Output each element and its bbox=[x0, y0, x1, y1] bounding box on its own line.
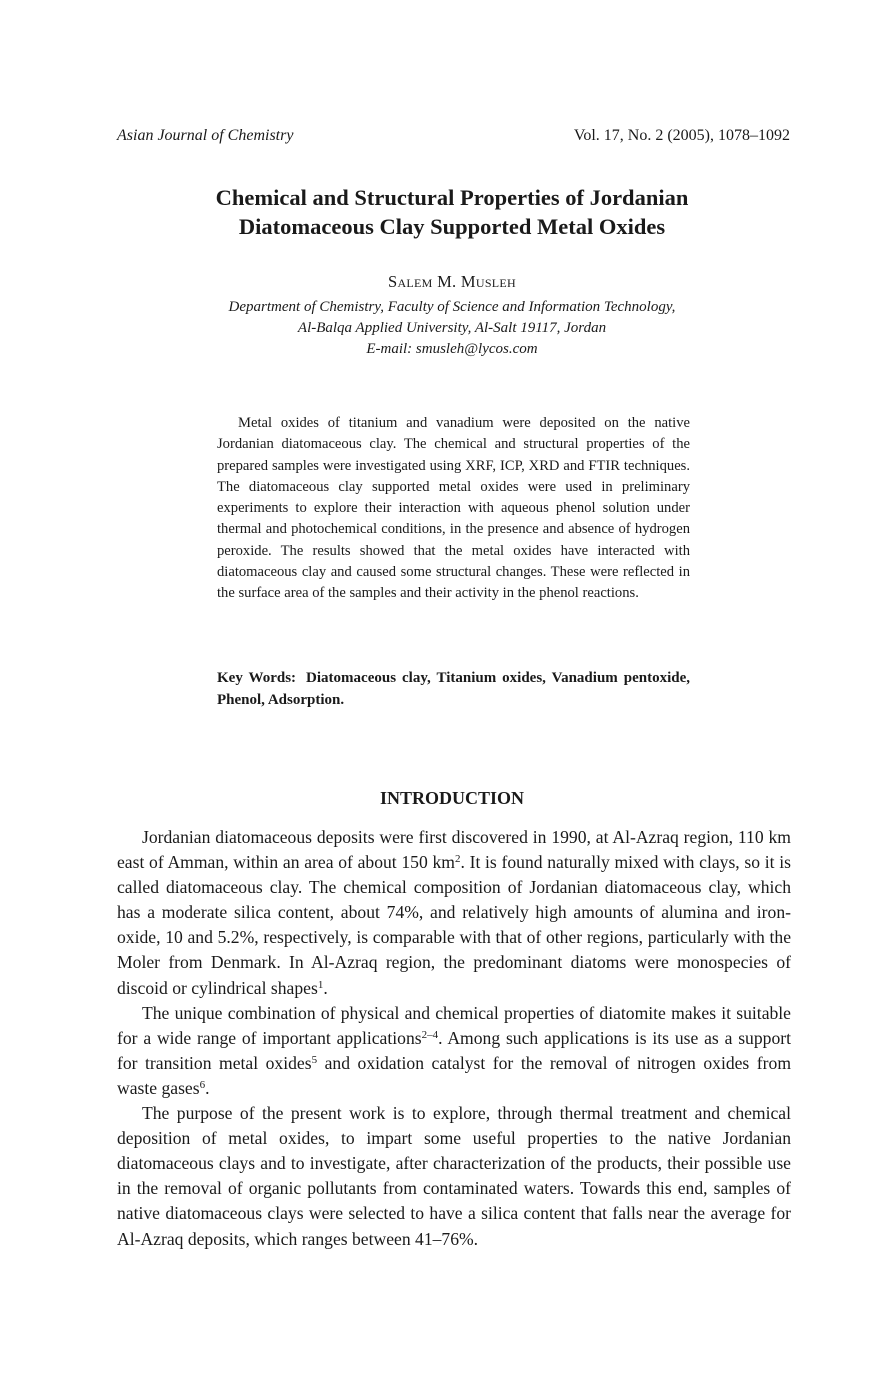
citation-ref: 5 bbox=[311, 1053, 318, 1066]
superscript: 2 bbox=[454, 853, 461, 866]
abstract: Metal oxides of titanium and vanadium were deposited on the native Jordanian diatomaceous clay. The chemical and structural properties of the prepared samples were investigated using XRF, ICP, XRD and FTIR techniques. The diatomaceous clay supported metal oxides were used in preliminary experiments to explore their interaction with aqueous phenol solution under thermal and photochemical conditions, in the presence and absence of hydrogen peroxide. The results showed that the metal oxides have interacted with diatomaceous clay and caused some structural changes. These were reflected in the surface area of the samples and their activity in the phenol reactions. bbox=[217, 415, 690, 602]
affiliation-line-1: Department of Chemistry, Faculty of Science and Information Technology, bbox=[228, 299, 676, 315]
title-line-1: Chemical and Structural Properties of Jordanian bbox=[215, 185, 689, 210]
journal-name: Asian Journal of Chemistry bbox=[117, 127, 294, 144]
intro-paragraph-2: The unique combination of physical and chemical properties of diatomite makes it suitable for a wide range of important applications$^{2-4}$. Among such applications is its use as a support for transition metal oxides$^5$ and oxidation catalyst for the removal of nitrogen oxides from waste gases$^6$. bbox=[117, 1002, 792, 1098]
title-line-2: Diatomaceous Clay Supported Metal Oxides bbox=[238, 214, 666, 239]
intro-paragraph-1: Jordanian diatomaceous deposits were first discovered in 1990, at Al-Azraq region, 110 km east of Amman, within an area of about 150 $km^2$. It is found naturally mixed with clays, so it is called diatomaceous clay. The chemical composition of Jordanian diatomaceous clay, which has a moderate silica content, about 74%, and relatively high amounts of alumina and iron-oxide, 10 and 5.2%, respectively, is comparable with that of other regions, particularly with the Moler from Denmark. In Al-Azraq region, the predominant diatoms were monospecies of discoid or cylindrical shapes$^1$. bbox=[117, 827, 791, 998]
author-email: E-mail: smusleh@lycos.com bbox=[366, 341, 538, 357]
keywords-label: Key Words: bbox=[217, 670, 297, 686]
affiliation-line-2: Al-Balqa Applied University, Al-Salt 19117, Jordan bbox=[297, 320, 607, 336]
intro-paragraph-3: The purpose of the present work is to explore, through thermal treatment and chemical deposition of metal oxides, to impart some useful properties to the native Jordanian diatomaceous clays and to investigate, after characterization of the products, their possible use in the removal of organic pollutants from contaminated waters. Towards this end, samples of native diatomaceous clays were selected to have a silica content that falls near the average for Al-Azraq deposits, which ranges between 41–76%. bbox=[117, 1103, 791, 1249]
citation-info: Vol. 17, No. 2 (2005), 1078–1092 bbox=[573, 127, 790, 144]
citation-ref: 1 bbox=[317, 978, 324, 991]
running-head bbox=[117, 127, 790, 149]
keywords bbox=[217, 668, 690, 711]
affiliation bbox=[80, 297, 824, 360]
citation-ref: 6 bbox=[199, 1078, 206, 1091]
paper-title bbox=[80, 183, 824, 241]
author-name: Salem M. Musleh bbox=[387, 272, 517, 291]
keywords-text: Diatomaceous clay, Titanium oxides, Vanadium pentoxide, Phenol, Adsorption. bbox=[217, 670, 691, 708]
section-heading-introduction: INTRODUCTION bbox=[379, 788, 525, 808]
introduction-body bbox=[117, 825, 791, 1252]
citation-ref: 2–4 bbox=[421, 1028, 439, 1041]
